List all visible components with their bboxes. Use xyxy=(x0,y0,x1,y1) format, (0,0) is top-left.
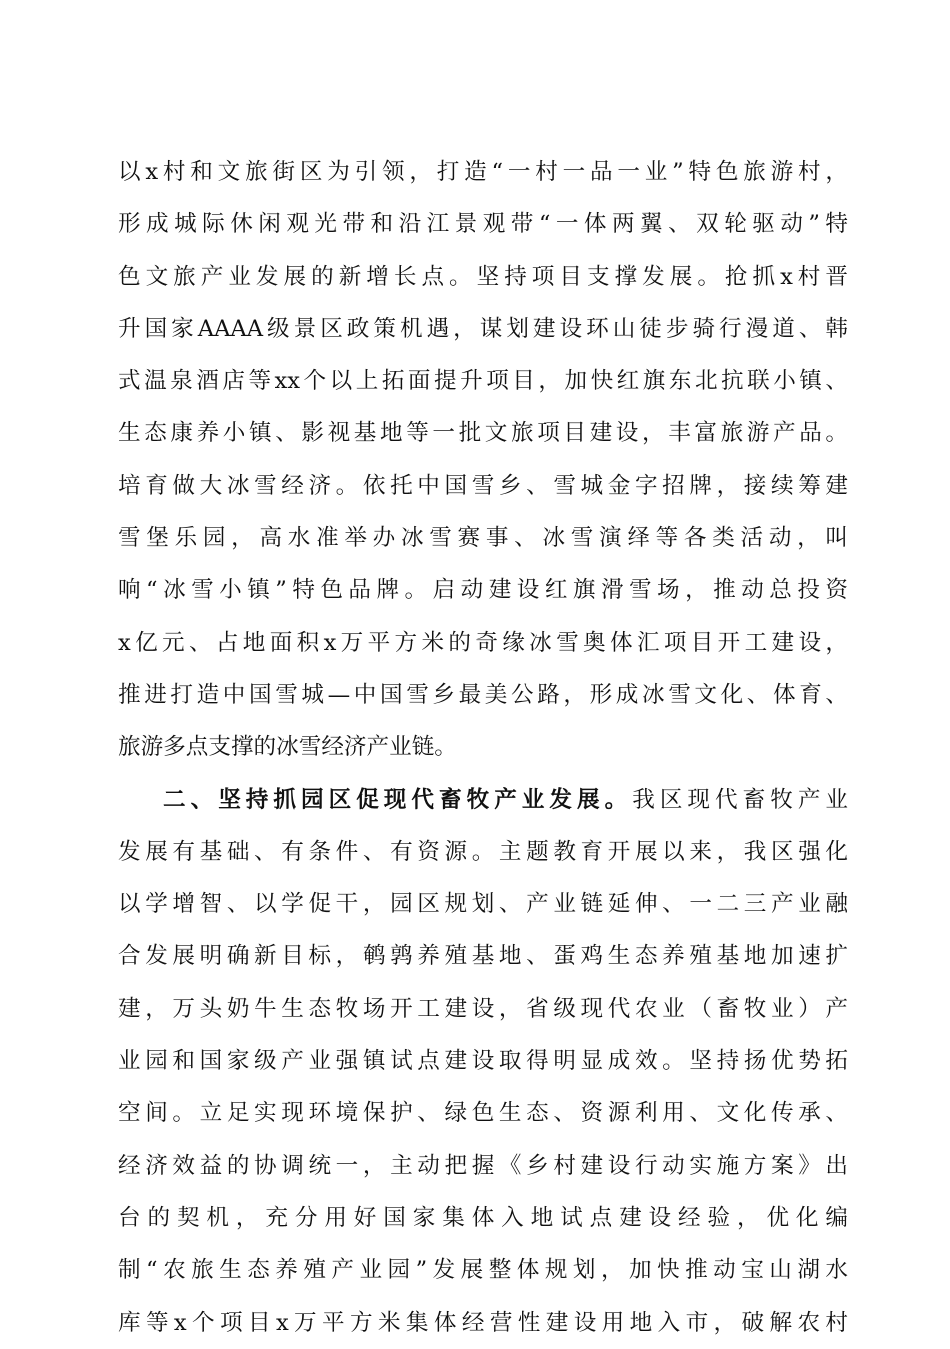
text-line: 建，万头奶牛生态牧场开工建设，省级现代农业（畜牧业）产 xyxy=(118,995,848,1022)
text-line: 雪堡乐园，高水准举办冰雪赛事、冰雪演绎等各类活动，叫 xyxy=(118,525,848,552)
text-line: x亿元、占地面积x万平方米的奇缘冰雪奥体汇项目开工建设， xyxy=(118,629,848,656)
text-line: 以x村和文旅街区为引领，打造“一村一品一业”特色旅游村， xyxy=(118,159,848,185)
document-body xyxy=(118,146,848,1349)
text-line: 台的契机，充分用好国家集体入地试点建设经验，优化编 xyxy=(118,1204,848,1231)
text-line: 旅游多点支撑的冰雪经济产业链。 xyxy=(118,734,457,761)
text-line: 色文旅产业发展的新增长点。坚持项目支撑发展。抢抓x村晋 xyxy=(118,263,848,290)
text-line: 经济效益的协调统一，主动把握《乡村建设行动实施方案》出 xyxy=(118,1152,848,1179)
text-line: 合发展明确新目标，鹌鹑养殖基地、蛋鸡生态养殖基地加速扩 xyxy=(118,943,848,970)
text-line: 库等x个项目x万平方米集体经营性建设用地入市，破解农村 xyxy=(118,1309,848,1336)
text-line: 生态康养小镇、影视基地等一批文旅项目建设，丰富旅游产品。 xyxy=(118,420,848,447)
paragraph-2 xyxy=(118,774,848,1349)
text-line-first xyxy=(118,774,848,826)
text-line: 形成城际休闲观光带和沿江景观带“一体两翼、双轮驱动”特 xyxy=(118,211,848,238)
paragraph-1 xyxy=(118,146,848,774)
text-line: 空间。立足实现环境保护、绿色生态、资源利用、文化传承、 xyxy=(118,1100,848,1127)
text-line: 发展有基础、有条件、有资源。主题教育开展以来，我区强化 xyxy=(118,838,848,865)
text-run: 我区现代畜牧产业 xyxy=(632,786,849,813)
text-line: 式温泉酒店等xx个以上拓面提升项目，加快红旗东北抗联小镇、 xyxy=(118,368,848,395)
text-line: 业园和国家级产业强镇试点建设取得明显成效。坚持扬优势拓 xyxy=(118,1048,848,1075)
text-line: 制“农旅生态养殖产业园”发展整体规划，加快推动宝山湖水 xyxy=(118,1257,848,1284)
section-heading: 二、坚持抓园区促现代畜牧产业发展。 xyxy=(163,786,633,813)
text-line: 推进打造中国雪城—中国雪乡最美公路，形成冰雪文化、体育、 xyxy=(118,681,848,708)
text-line: 升国家AAAA级景区政策机遇，谋划建设环山徒步骑行漫道、韩 xyxy=(118,315,848,342)
text-line: 响“冰雪小镇”特色品牌。启动建设红旗滑雪场，推动总投资 xyxy=(118,577,848,604)
text-line: 培育做大冰雪经济。依托中国雪乡、雪城金字招牌，接续筹建 xyxy=(118,472,848,499)
text-line: 以学增智、以学促干，园区规划、产业链延伸、一二三产业融 xyxy=(118,891,848,918)
